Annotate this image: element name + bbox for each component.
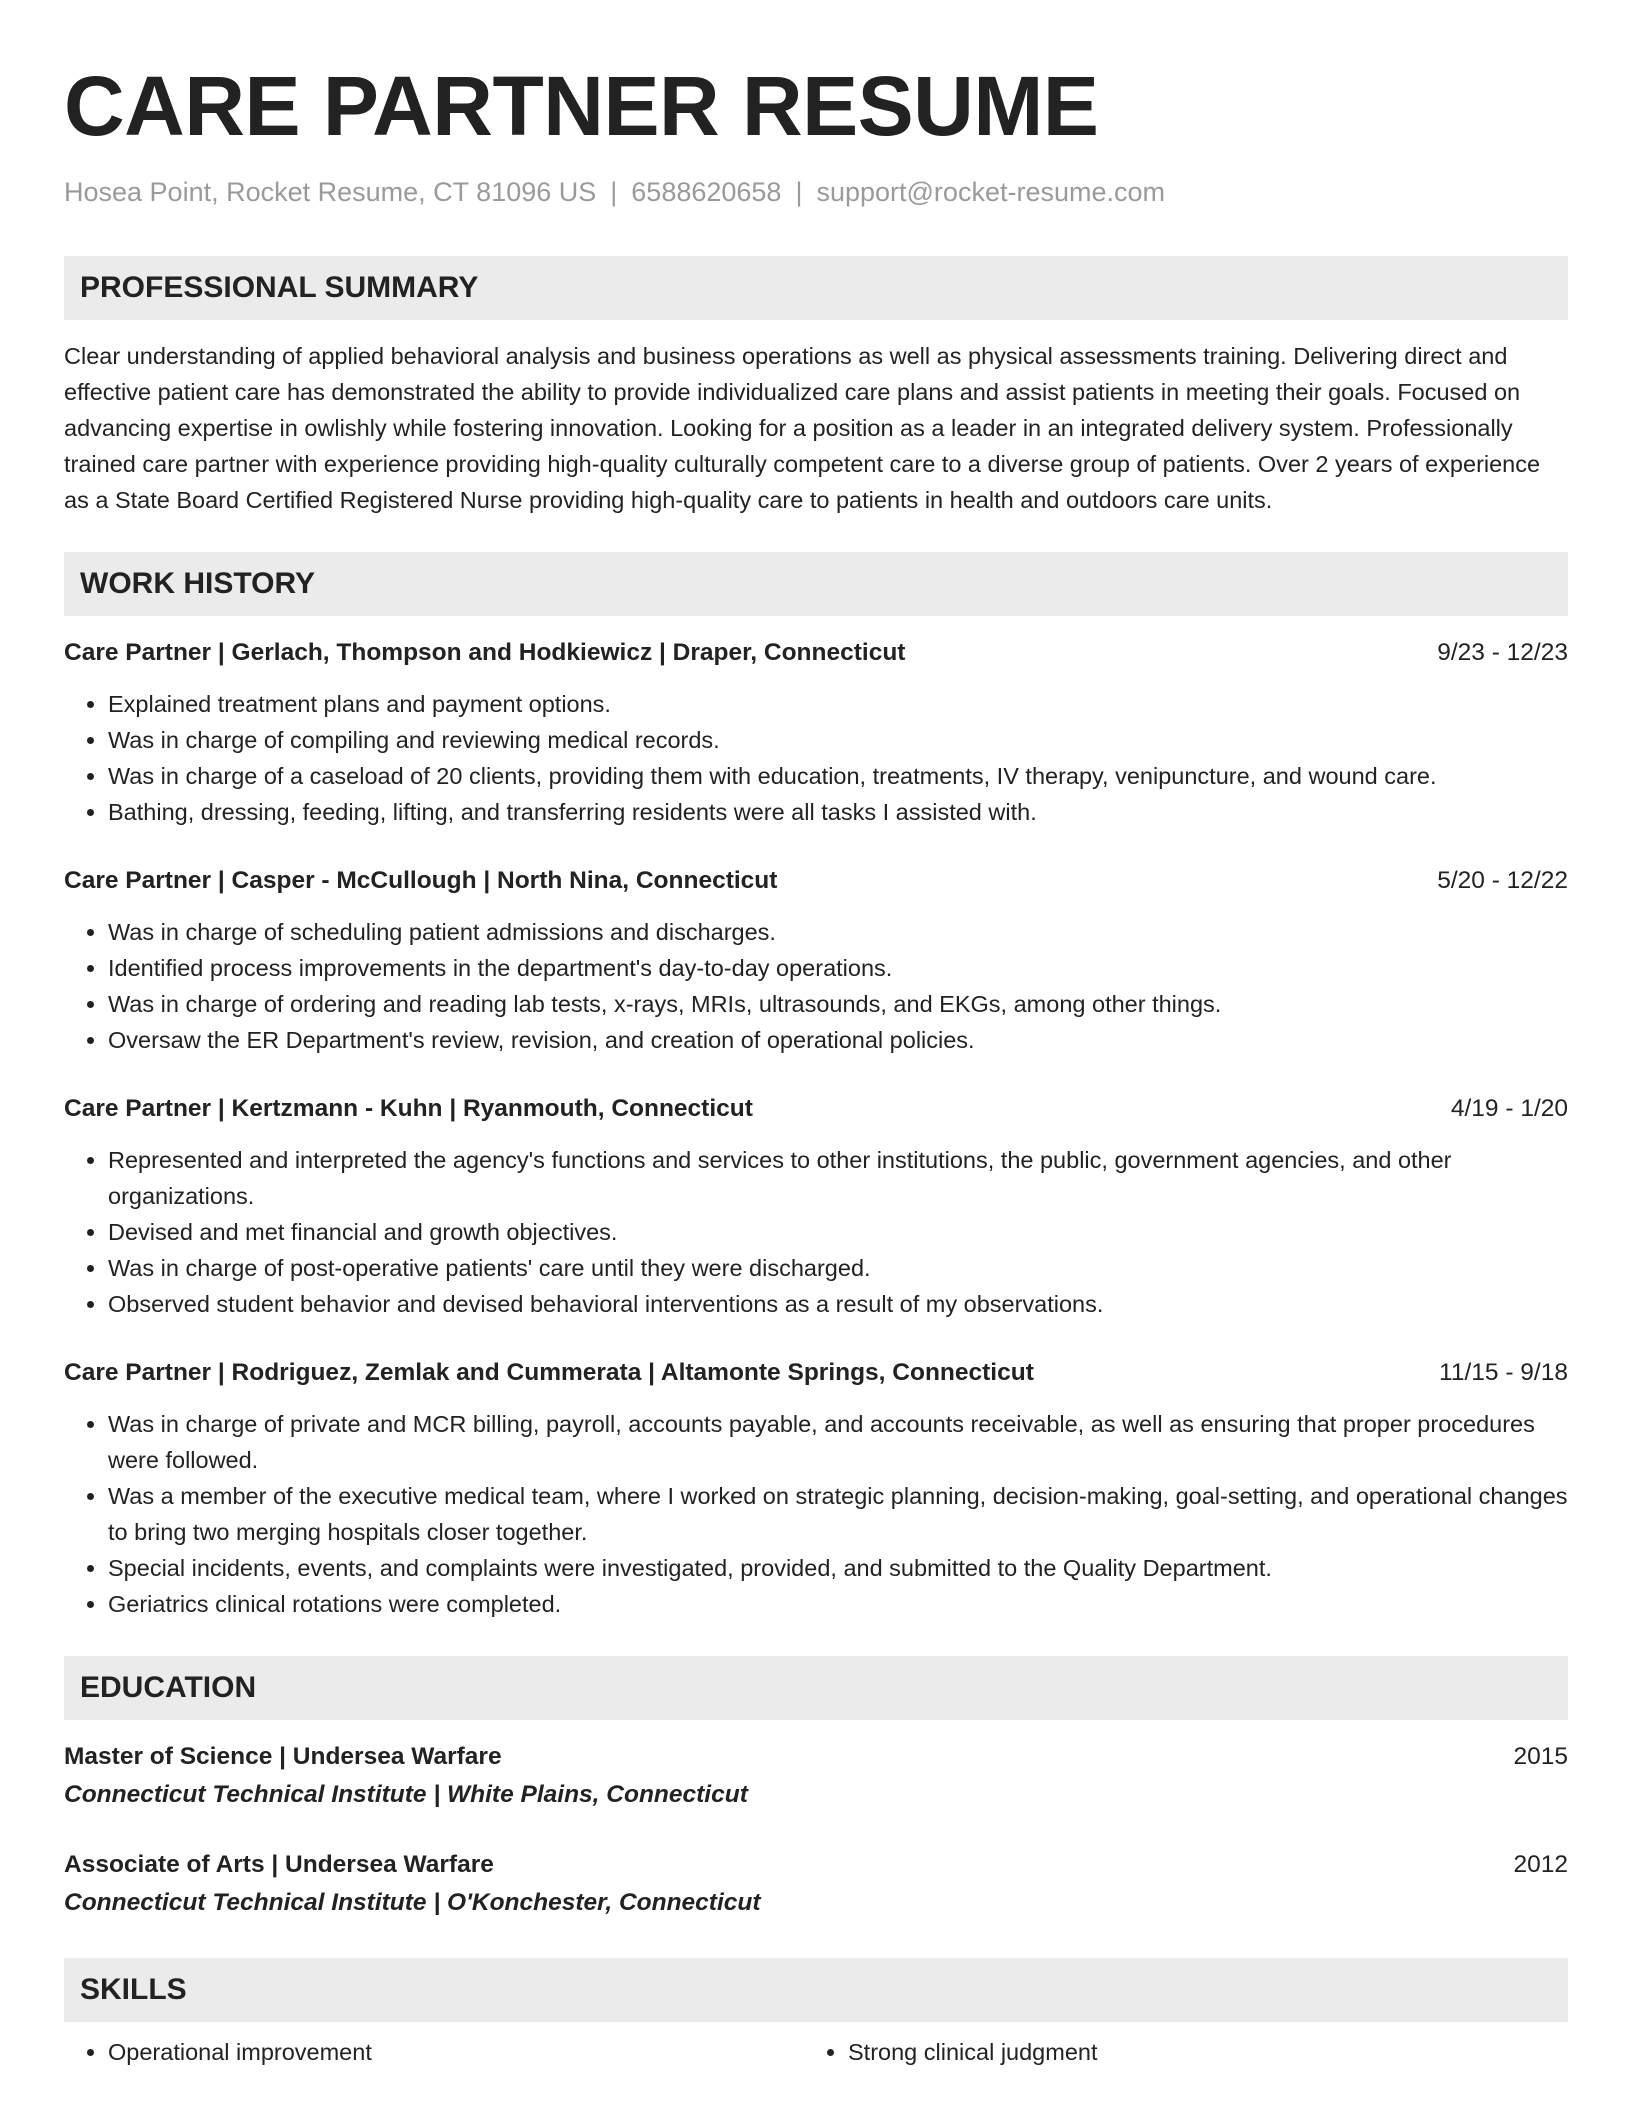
job-title: Care Partner | Kertzmann - Kuhn | Ryanmouth, Connecticut (64, 1095, 753, 1122)
job-entry (64, 1092, 1568, 1322)
contact-separator: | (795, 177, 803, 207)
job-bullet: • Identified process improvements in the department's day-to-day operations. (108, 950, 1568, 986)
job-bullet: • Special incidents, events, and complaints were investigated, provided, and submitted to the Quality Department. (108, 1550, 1568, 1586)
contact-separator: | (610, 177, 618, 207)
job-dates: 11/15 - 9/18 (1439, 1359, 1568, 1386)
job-bullet: • Represented and interpreted the agency's functions and services to other institutions, the public, government agencies, and other organizations. (108, 1142, 1568, 1214)
job-dates: 4/19 - 1/20 (1450, 1095, 1568, 1122)
section-heading-education: EDUCATION (64, 1656, 1568, 1720)
education-degree: Master of Science | Undersea Warfare (64, 1743, 502, 1770)
job-bullets (64, 686, 1568, 830)
education-entry (64, 1848, 1568, 1920)
education-header (64, 1740, 1568, 1774)
skills-column-right (804, 2034, 1544, 2070)
summary-text: Clear understanding of applied behavioral analysis and business operations as well as physical assessments training. Delivering direct and effective patient care has demonstrated the ability to provide individualized care plans and assist patients in meeting their goals. Focused on advancing expertise in owlishly while fostering innovation. Looking for a position as a leader in an integrated delivery system. Professionally trained care partner with experience providing high-quality culturally competent care to a diverse group of patients. Over 2 years of experience as a State Board Certified Registered Nurse providing high-quality care to patients in health and outdoors care units. (64, 343, 1541, 513)
job-title: Care Partner | Gerlach, Thompson and Hodkiewicz | Draper, Connecticut (64, 639, 906, 666)
job-title: Care Partner | Casper - McCullough | North Nina, Connecticut (64, 867, 778, 894)
education-school: Connecticut Technical Institute | O'Konchester, Connecticut (64, 1889, 761, 1916)
resume-title: CARE PARTNER RESUME (64, 59, 1099, 153)
job-header (64, 864, 1568, 898)
section-heading-skills: SKILLS (64, 1958, 1568, 2022)
job-bullet: • Was in charge of a caseload of 20 clients, providing them with education, treatments, IV therapy, venipuncture, and wound care. (108, 758, 1568, 794)
job-bullet: • Oversaw the ER Department's review, revision, and creation of operational policies. (108, 1022, 1568, 1058)
job-bullet: • Was in charge of ordering and reading lab tests, x-rays, MRIs, ultrasounds, and EKGs, among other things. (108, 986, 1568, 1022)
job-bullet: • Was in charge of scheduling patient admissions and discharges. (108, 914, 1568, 950)
job-dates: 9/23 - 12/23 (1437, 639, 1568, 666)
job-bullet: • Explained treatment plans and payment options. (108, 686, 1568, 722)
skills-list (64, 2034, 1568, 2070)
job-header (64, 1356, 1568, 1390)
job-bullet: • Geriatrics clinical rotations were completed. (108, 1586, 1568, 1622)
contact-line (64, 176, 1568, 208)
job-bullet: • Observed student behavior and devised behavioral interventions as a result of my observations. (108, 1286, 1568, 1322)
job-entry (64, 636, 1568, 830)
education-header (64, 1848, 1568, 1882)
contact-address: Hosea Point, Rocket Resume, CT 81096 US (64, 177, 597, 207)
education-year: 2015 (1513, 1743, 1568, 1770)
job-title: Care Partner | Rodriguez, Zemlak and Cummerata | Altamonte Springs, Connecticut (64, 1359, 1034, 1386)
job-bullet: • Devised and met financial and growth objectives. (108, 1214, 1568, 1250)
education-entry (64, 1740, 1568, 1812)
education-year: 2012 (1513, 1851, 1568, 1878)
section-heading-work-history: WORK HISTORY (64, 552, 1568, 616)
job-bullet: • Was in charge of compiling and reviewing medical records. (108, 722, 1568, 758)
job-bullets (64, 1142, 1568, 1322)
education-degree: Associate of Arts | Undersea Warfare (64, 1851, 494, 1878)
job-dates: 5/20 - 12/22 (1437, 867, 1568, 894)
contact-phone: 6588620658 (631, 177, 782, 207)
job-header (64, 636, 1568, 670)
skills-column-left (64, 2034, 804, 2070)
job-bullet: • Was in charge of private and MCR billing, payroll, accounts payable, and accounts receivable, as well as ensuring that proper procedures were followed. (108, 1406, 1568, 1478)
section-heading-summary: PROFESSIONAL SUMMARY (64, 256, 1568, 320)
job-bullets (64, 1406, 1568, 1622)
job-header (64, 1092, 1568, 1126)
job-bullet: • Was in charge of post-operative patients' care until they were discharged. (108, 1250, 1568, 1286)
education-school: Connecticut Technical Institute | White Plains, Connecticut (64, 1781, 748, 1808)
job-entry (64, 864, 1568, 1058)
job-bullet: • Bathing, dressing, feeding, lifting, and transferring residents were all tasks I assisted with. (108, 794, 1568, 830)
job-bullet: • Was a member of the executive medical team, where I worked on strategic planning, decision-making, goal-setting, and operational changes to bring two merging hospitals closer together. (108, 1478, 1568, 1550)
job-entry (64, 1356, 1568, 1622)
job-bullets (64, 914, 1568, 1058)
skill-item: • Operational improvement (108, 2034, 804, 2070)
contact-email: support@rocket-resume.com (816, 177, 1165, 207)
skill-item: • Strong clinical judgment (848, 2034, 1544, 2070)
